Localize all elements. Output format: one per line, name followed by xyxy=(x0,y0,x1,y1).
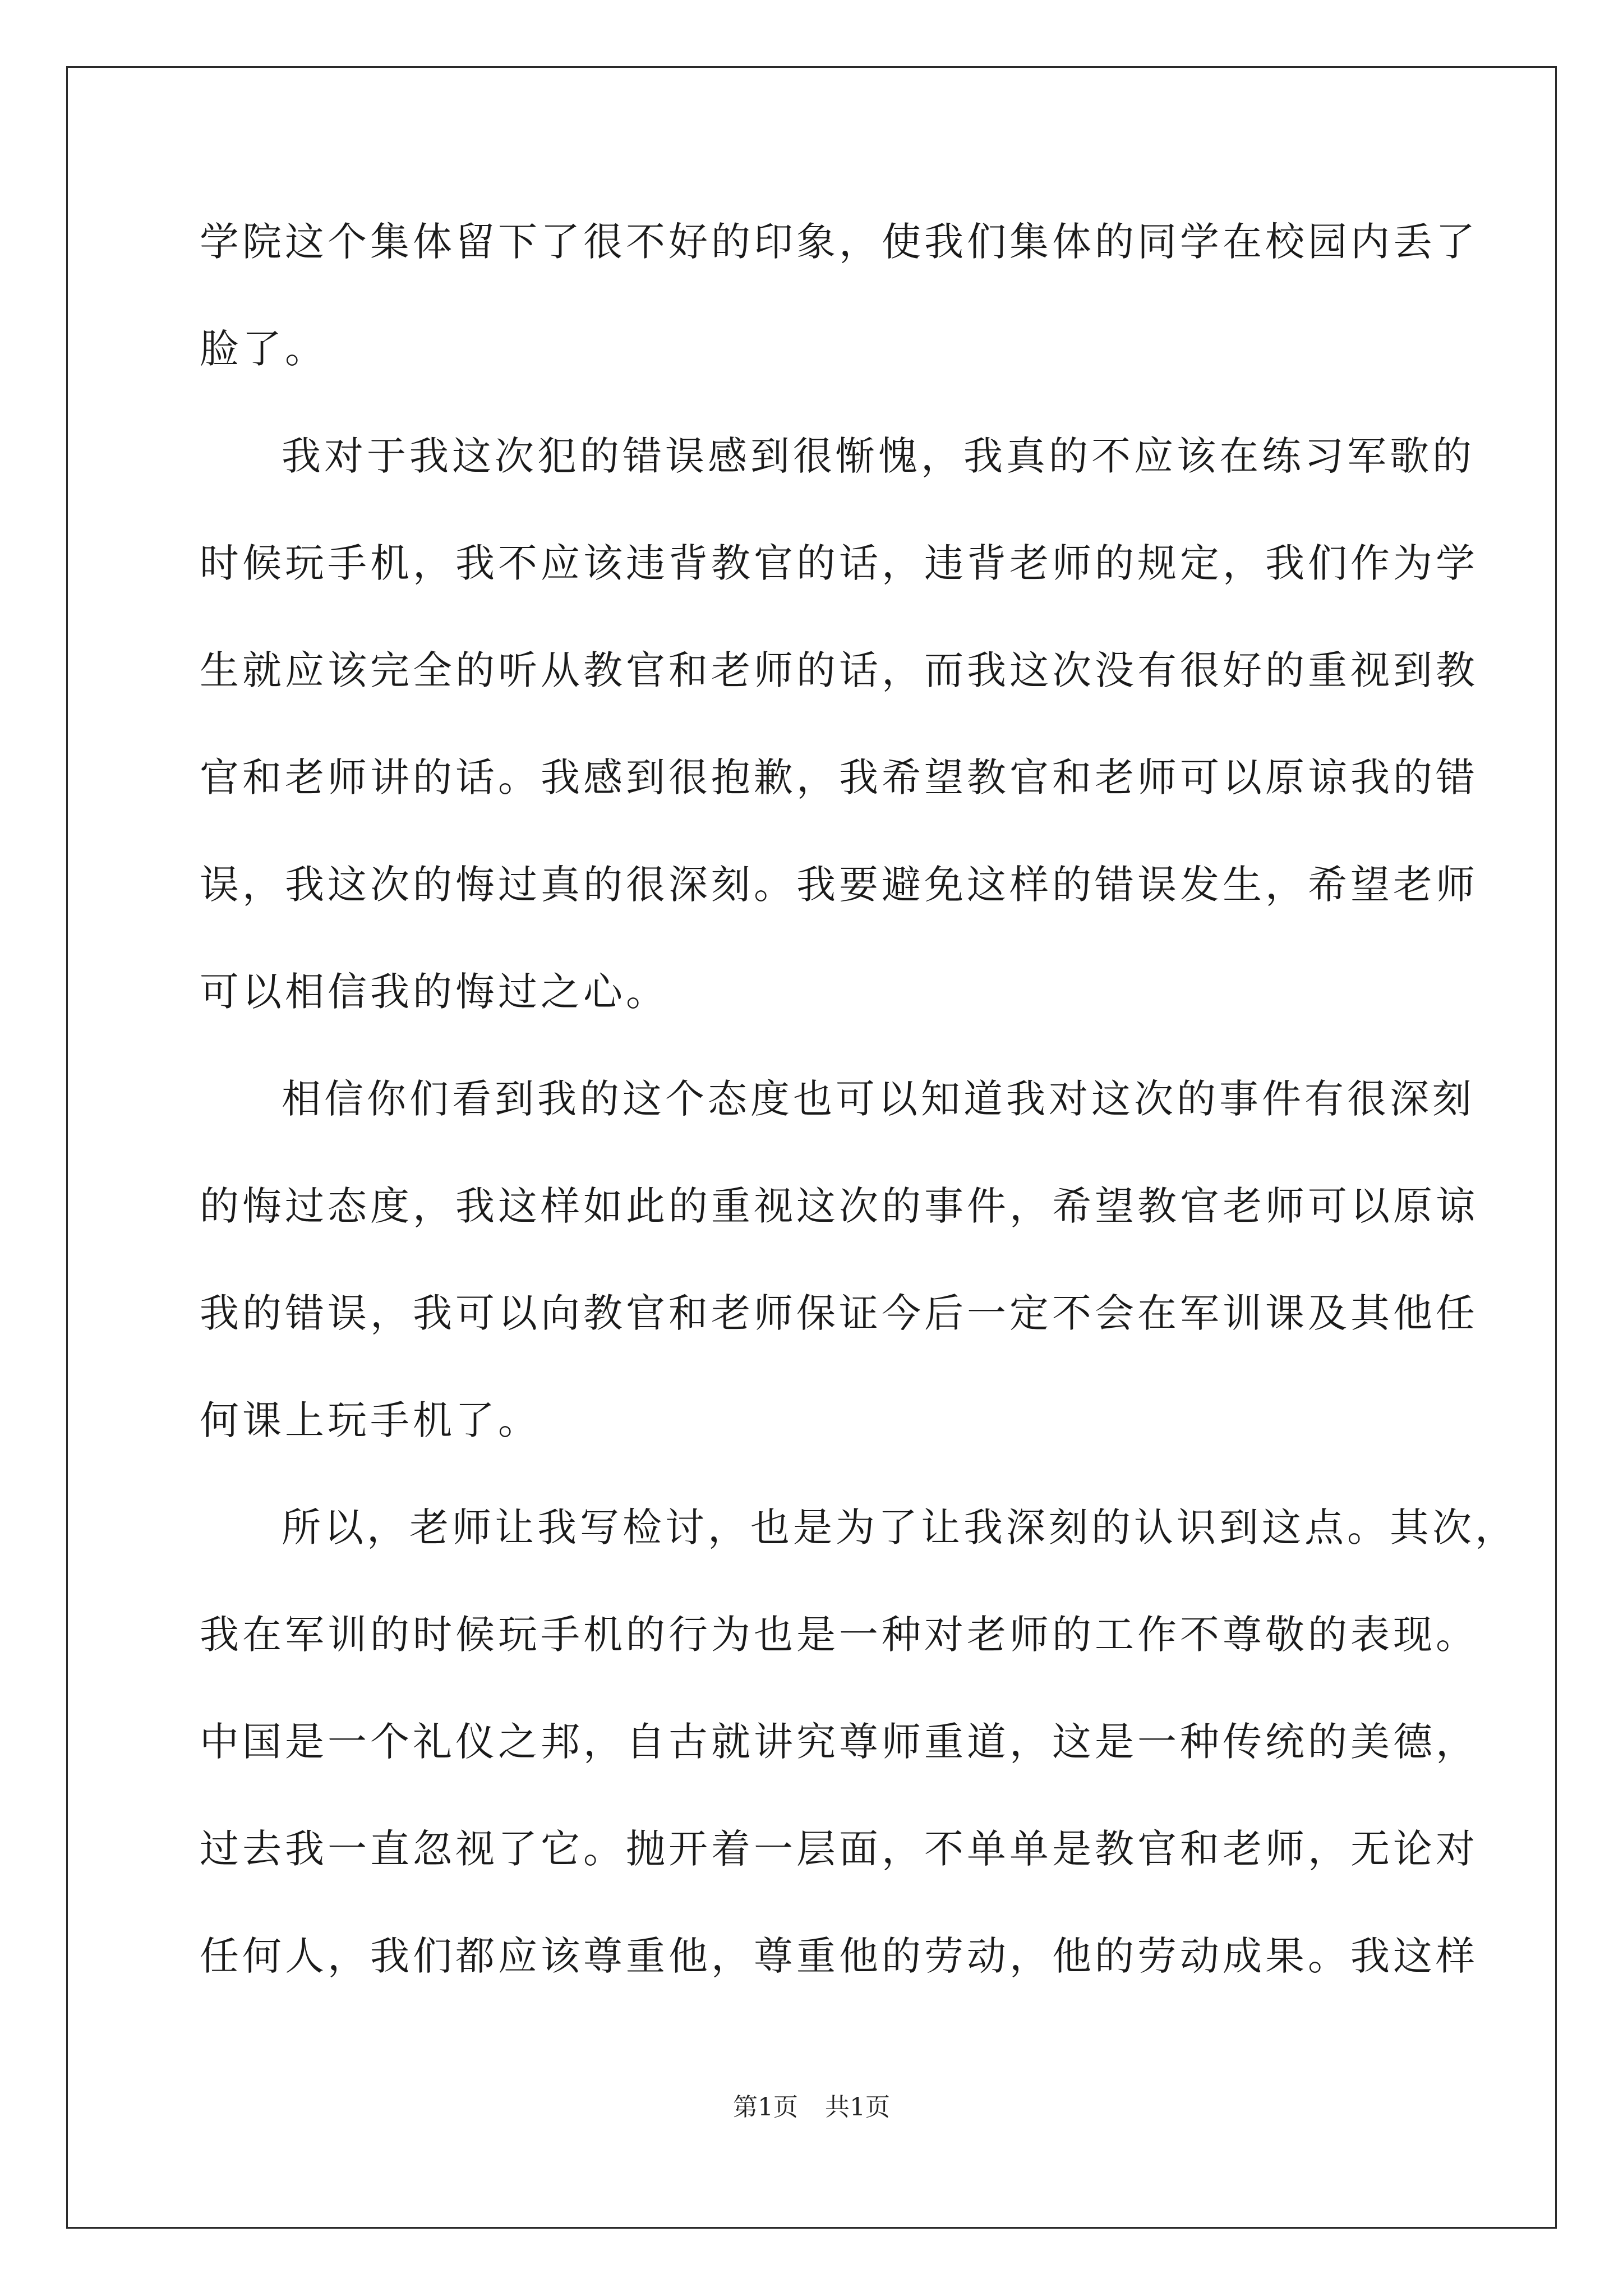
text-line: 学院这个集体留下了很不好的印象，使我们集体的同学在校园内丢了 xyxy=(200,219,1478,265)
text-line: 时候玩手机，我不应该违背教官的话，违背老师的规定，我们作为学 xyxy=(200,540,1478,586)
text-line: 我的错误，我可以向教官和老师保证今后一定不会在军训课及其他任 xyxy=(200,1290,1478,1336)
page-footer xyxy=(0,2087,1623,2123)
text-line: 的悔过态度，我这样如此的重视这次的事件，希望教官老师可以原谅 xyxy=(200,1183,1478,1229)
document-body xyxy=(200,215,1518,2036)
text-line: 我对于我这次犯的错误感到很惭愧，我真的不应该在练习军歌的 xyxy=(282,433,1475,479)
text-line: 任何人，我们都应该尊重他，尊重他的劳动，他的劳动成果。我这样 xyxy=(200,1933,1478,1979)
text-line: 相信你们看到我的这个态度也可以知道我对这次的事件有很深刻 xyxy=(282,1076,1475,1122)
text-line: 官和老师讲的话。我感到很抱歉，我希望教官和老师可以原谅我的错 xyxy=(200,754,1478,800)
page-total: 共1页 xyxy=(825,2093,890,2122)
text-line: 何课上玩手机了。 xyxy=(200,1397,541,1443)
text-line: 我在军训的时候玩手机的行为也是一种对老师的工作不尊敬的表现。 xyxy=(200,1612,1478,1658)
text-line: 过去我一直忽视了它。抛开着一层面，不单单是教官和老师，无论对 xyxy=(200,1826,1478,1872)
text-line: 所以，老师让我写检讨，也是为了让我深刻的认识到这点。其次， xyxy=(282,1504,1518,1550)
page-number: 第1页 xyxy=(733,2093,798,2122)
text-line: 中国是一个礼仪之邦，自古就讲究尊师重道，这是一种传统的美德， xyxy=(200,1719,1478,1765)
text-line: 脸了。 xyxy=(200,326,328,372)
text-line: 生就应该完全的听从教官和老师的话，而我这次没有很好的重视到教 xyxy=(200,647,1478,693)
text-line: 误，我这次的悔过真的很深刻。我要避免这样的错误发生，希望老师 xyxy=(200,862,1478,908)
text-line: 可以相信我的悔过之心。 xyxy=(200,969,668,1015)
